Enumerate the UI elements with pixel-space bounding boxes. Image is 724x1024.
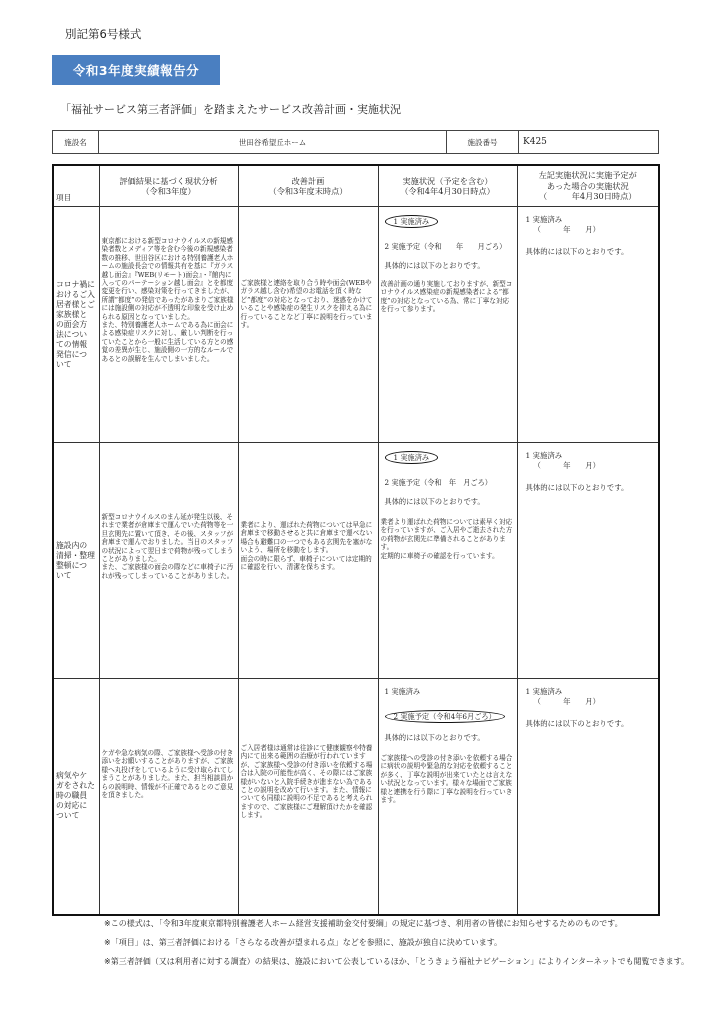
item-line: 施設内の [56,540,88,550]
row-status [378,679,517,915]
row-item [53,679,99,915]
facility-info-table [52,130,659,154]
row-plan: ご入居者様は通常は往診にて健康観察や特養内にて出来る範囲の治療が行われていますが、ご家族様へ受診の付き添いを依頼する場合は入院の可能性が高く、その際にはご家族様がいないと入院手続きが進まない為であることの説明を改めて行います。また、情報についても同様に説明の不足であると考えられますので、ご家族様にご理解頂けたかを確認します。 [238,679,378,915]
item-line: いて [56,570,72,580]
header-later-status: 左記実施状況に実施予定が あった場合の実施状況 （ 年4月30日時点） [517,165,659,207]
row-later-status [517,679,659,915]
facility-number-label: 施設番号 [447,131,519,154]
item-line: 病気やケ [56,771,88,781]
table-row [53,207,659,443]
row-item [53,207,99,443]
status-option-done [385,451,515,464]
status-option-done-label: 1 実施済み [385,451,439,464]
status-option-planned [385,242,515,251]
row-later-status [517,443,659,679]
header-analysis: 評価結果に基づく現状分析 （令和3年度） [99,165,238,207]
table-row [53,679,659,915]
status-option-done [385,687,515,696]
later-detail: 具体的には以下のとおりです。 [525,483,629,492]
header-plan: 改善計画 （令和3年度末時点） [238,165,378,207]
row-status [378,443,517,679]
note-line: ※第三者評価（又は利用者に対する調査）の結果は、施設において公表しているほか、「とうきょう福祉ナビゲーション」によりインターネットでも閲覧できます。 [104,957,690,966]
later-detail: 具体的には以下のとおりです。 [525,247,629,256]
row-analysis: ケガや急な病気の際、ご家族様へ受診の付き添いをお願いすることがありますが、ご家族様へ丸投げをしているように受け取られてしまうことがありました。また、担当相談員からの説明時、情報が不正確であるとのご意見を頂きました。 [99,679,238,915]
item-line: 居者様とご [56,299,95,309]
row-analysis: 新型コロナウイルスのまん延が発生以後、それまで業者が倉庫まで運んでいた荷物等を一旦玄関先に置いて頂き、その後、スタッフが倉庫まで運んでおりました。当日のスタッフの状況によって翌日まで荷物が残ってしまうことがありました。 また、ご家族様の面会の際などに車椅子に汚れが残ってしまっていることがありました。 [99,443,238,679]
item-line: ての情報 [56,339,88,349]
status-detail: 改善計画の通り実施しておりますが、新型コロナウイルス感染症の新規感染者による”都度”の対応となっている為、常に丁寧な対応を行って参ります。 [380,280,513,314]
item-line: 時の職員 [56,791,88,801]
status-option-done [385,215,515,228]
facility-number-value: K425 [519,131,659,154]
header-status: 実施状況（予定を含む） （令和4年4月30日時点） [378,165,517,207]
status-intro: 具体的には以下のとおりです。 [384,733,485,742]
later-option-done: 1 実施済み [525,451,563,460]
item-line: ついて [56,811,80,821]
status-option-planned-label: 2 実施予定（令和 年 月ごろ） [384,242,507,251]
table-row [53,443,659,679]
status-option-planned [385,710,515,723]
later-detail: 具体的には以下のとおりです。 [525,719,629,728]
note-line: ※「項目」は、第三者評価における「さらなる改善が望まれる点」などを参照に、施設が独自に決めています。 [104,938,503,947]
later-option-done: 1 実施済み [525,687,563,696]
facility-name-label: 施設名 [53,131,99,154]
row-plan: ご家族様と連絡を取り合う時や面会(WEBやガラス越し含む)希望のお電話を頂く時など”都度”の対応となっており、迷惑をかけていることや感染症の発生リスクを抑える為に行っていることなど丁寧に説明を行っています。 [238,207,378,443]
status-option-done-label: 1 実施済み [385,215,439,228]
row-later-status [517,207,659,443]
row-plan: 業者により、運ばれた荷物については早急に倉庫まで移動させると共に倉庫まで運べない場合も避難口の一つでもある玄関先を塞がないよう、場所を移動をします。 面会の時に限らず、車椅子については定期的に確認を行い、清潔を保ちます。 [238,443,378,679]
item-line: おけるご入 [56,289,95,299]
status-detail: 業者より運ばれた荷物については素早く対応を行っていますが、ご入居やご逝去された方の荷物が玄関先に準備されることがあります。 定期的に車椅子の確認を行っています。 [380,518,513,560]
status-intro: 具体的には以下のとおりです。 [384,497,485,506]
status-option-planned [385,478,515,487]
item-line: コロナ禍に [56,279,95,289]
item-line: の面会方 [56,319,88,329]
item-line: ガをされた [56,781,95,791]
later-option-done: 1 実施済み [525,215,563,224]
later-date: （ 年 月） [533,225,601,234]
status-option-planned-label: 2 実施予定（令和4年6月ごろ） [385,710,505,723]
item-line: いて [56,359,72,369]
page-subtitle: 「福祉サービス第三者評価」を踏まえたサービス改善計画・実施状況 [60,103,401,116]
facility-name-value: 世田谷希望丘ホーム [99,131,447,154]
item-line: 整頓につ [56,560,88,570]
item-line: 発信につ [56,349,88,359]
status-option-done-label: 1 実施済み [384,687,421,696]
item-line: 清掃・整理 [56,550,95,560]
row-status [378,207,517,443]
item-line: 家族様と [56,309,88,319]
later-date: （ 年 月） [533,461,601,470]
later-date: （ 年 月） [533,697,601,706]
status-intro: 具体的には以下のとおりです。 [384,261,485,270]
row-analysis: 東京都における新型コロナウイルスの新規感染者数とメディア等を含む今後の新規感染者数の推移、世田谷区における特別養護老人ホームの施設長会での情報共有を基に『ガラス越し面会』『WEB(リモート)面会』・『館内に入ってのパーテーション越し面会』とを都度変更を行い、感染対策を行ってきましたが、所謂”都度”の発信であったがあまりご家族様には施設側の対応が不透明な印象を受け止められる原因となっていました。 また、特別養護老人ホームである為に面会による感染症リスクに対し、厳しい判断を行っていたことから一般に生活している方との感覚の差異が生じ、施設側の一方的なルールであるとの誤解を生んでしまいました。 [99,207,238,443]
status-option-planned-label: 2 実施予定（令和 年 月ごろ） [384,478,492,487]
status-detail: ご家族様への受診の付き添いを依頼する場合に病状の説明や緊急的な対応を依頼することが多く、丁寧な説明が出来ていたとは言えない状況となっています。様々な場面でご家族様と連携を行う際に丁寧な説明を行っていきます。 [380,754,513,805]
item-line: 法につい [56,329,88,339]
improvement-table [52,164,660,916]
header-item: 項目 [53,165,99,207]
note-line: ※この様式は、「令和3年度東京都特別養護老人ホーム経営支援補助金交付要綱」の規定に基づき、利用者の皆様にお知らせするためのものです。 [104,919,623,928]
row-item [53,443,99,679]
report-banner: 令和3年度実績報告分 [52,55,220,85]
form-number: 別記第6号様式 [65,27,142,41]
item-line: の対応に [56,801,88,811]
